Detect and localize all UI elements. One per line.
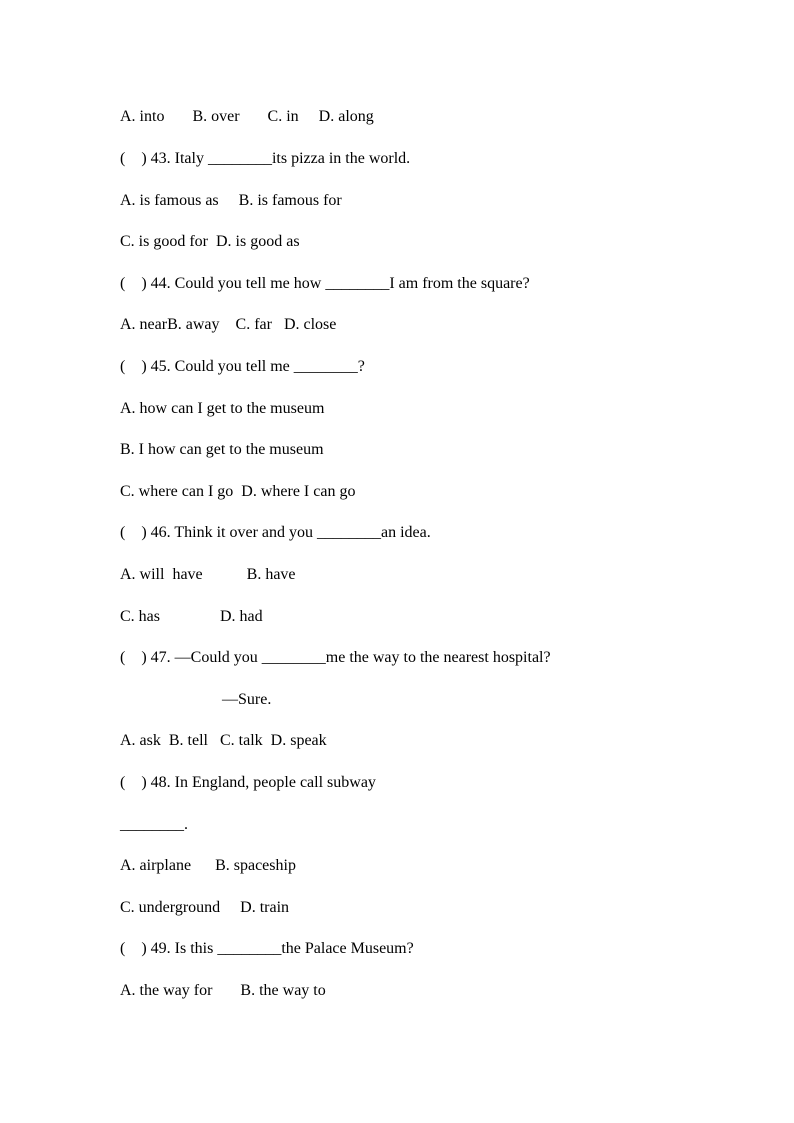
q45-option-b: B. I how can get to the museum	[120, 441, 324, 458]
q42-options: A. into B. over C. in D. along	[120, 108, 374, 125]
q48-blank: ________.	[120, 816, 188, 833]
q45-option-a: A. how can I get to the museum	[120, 400, 325, 417]
q43-options-ab: A. is famous as B. is famous for	[120, 192, 342, 209]
q48-options-cd: C. underground D. train	[120, 899, 290, 916]
question-44: ( ) 44. Could you tell me how ________I am from the square?	[120, 275, 530, 292]
question-43: ( ) 43. Italy ________its pizza in the world.	[120, 150, 411, 167]
question-49: ( ) 49. Is this ________the Palace Museum?	[120, 940, 414, 957]
q47-reply: —Sure.	[222, 691, 272, 708]
question-47: ( ) 47. —Could you ________me the way to the nearest hospital?	[120, 649, 551, 666]
q49-options-ab: A. the way for B. the way to	[120, 982, 326, 999]
q46-options-ab: A. will have B. have	[120, 566, 296, 583]
q45-options-cd: C. where can I go D. where I can go	[120, 483, 356, 500]
q48-options-ab: A. airplane B. spaceship	[120, 857, 296, 874]
question-46: ( ) 46. Think it over and you ________an idea.	[120, 524, 431, 541]
q47-options: A. ask B. tell C. talk D. speak	[120, 732, 327, 749]
q44-options: A. nearB. away C. far D. close	[120, 316, 337, 333]
question-48: ( ) 48. In England, people call subway	[120, 774, 376, 791]
question-45: ( ) 45. Could you tell me ________?	[120, 358, 365, 375]
q43-options-cd: C. is good for D. is good as	[120, 233, 300, 250]
q46-options-cd: C. has D. had	[120, 608, 263, 625]
